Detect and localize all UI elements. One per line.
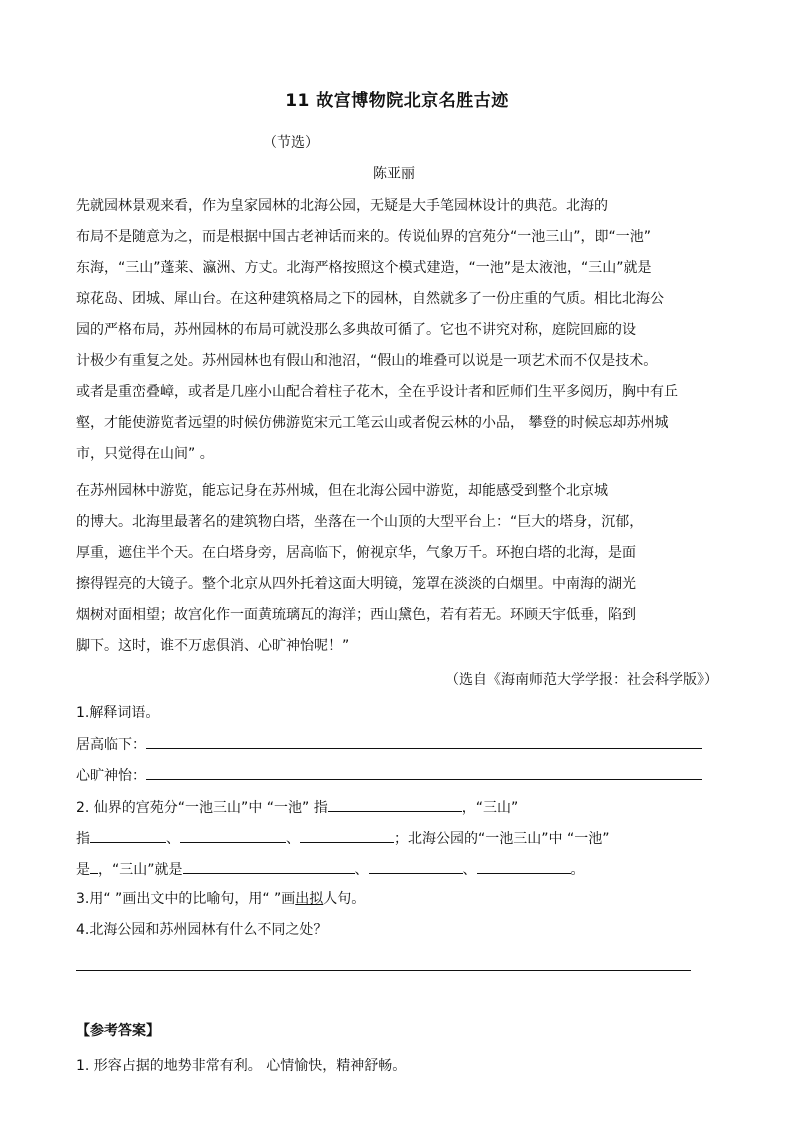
- answers-heading: 【参考答案】: [76, 1023, 160, 1039]
- answer-blank[interactable]: [146, 734, 702, 749]
- document-subtitle: （节选）: [263, 135, 319, 151]
- passage-line: 擦得锃亮的大镜子。整个北京从四外托着这面大明镜，笼罩在淡淡的白烟里。中南海的湖光: [76, 576, 636, 592]
- question-2-line-3: [76, 859, 585, 879]
- passage-line: 琼花岛、团城、犀山台。在这种建筑格局之下的园林，自然就多了一份庄重的气质。相比北海公: [76, 291, 664, 307]
- passage-line: 的博大。北海里最著名的建筑物白塔，坐落在一个山顶的大型平台上：“巨大的塔身，沉郁，: [76, 514, 644, 530]
- question-text: ，“三山”: [461, 800, 519, 816]
- answer-blank[interactable]: [300, 828, 394, 843]
- question-2-line-2: [76, 828, 609, 848]
- answer-blank[interactable]: [90, 859, 98, 874]
- passage-line: 布局不是随意为之，而是根据中国古老神话而来的。传说仙界的宫苑分“一池三山”，即“一池”: [76, 229, 652, 245]
- question-4: 4.北海公园和苏州园林有什么不同之处？: [76, 922, 328, 938]
- question-1-term-1: [76, 734, 702, 754]
- question-2-line-1: [76, 797, 518, 817]
- answer-blank[interactable]: [180, 828, 286, 843]
- question-text: 人句。: [323, 891, 366, 907]
- passage-line: 壑，才能使游览者远望的时候仿佛游览宋元工笔云山或者倪云林的小品， 攀登的时候忘却苏州城: [76, 415, 669, 431]
- passage-line: 园的严格布局，苏州园林的布局可就没那么多典故可循了。它也不讲究对称，庭院回廊的设: [76, 322, 636, 338]
- question-1-term-2: [76, 765, 702, 785]
- answer-1: 1. 形容占据的地势非常有利。 心情愉快，精神舒畅。: [76, 1058, 407, 1074]
- question-4-answer-line[interactable]: [76, 970, 691, 971]
- answer-blank[interactable]: [477, 859, 571, 874]
- term-label: 居高临下：: [76, 737, 146, 753]
- passage-line: 先就园林景观来看，作为皇家园林的北海公园，无疑是大手笔园林设计的典范。北海的: [76, 198, 608, 214]
- answer-blank[interactable]: [369, 859, 463, 874]
- underlined-text: 出拟: [295, 891, 324, 907]
- answer-blank[interactable]: [328, 797, 462, 812]
- passage-line: 脚下。这时，谁不万虑俱消、心旷神怡呢！”: [76, 638, 350, 654]
- question-text: ，“三山”就是: [98, 862, 183, 878]
- question-text: ；北海公园的“一池三山”中 “一池”: [394, 831, 610, 847]
- answer-blank[interactable]: [90, 828, 166, 843]
- question-text: 是: [76, 862, 90, 878]
- passage-line: 或者是重峦叠嶂，或者是几座小山配合着柱子花木，全在乎设计者和匠师们生平多阅历，胸中有丘: [76, 384, 678, 400]
- question-text: 2. 仙界的宫苑分“一池三山”中 “一池” 指: [76, 800, 328, 816]
- answer-blank[interactable]: [146, 765, 702, 780]
- passage-line: 计极少有重复之处。苏州园林也有假山和池沼，“假山的堆叠可以说是一项艺术而不仅是技术。: [76, 353, 658, 369]
- passage-line: 东海，“三山”蓬莱、瀛洲、方丈。北海严格按照这个模式建造，“一池”是太液池，“三山”就是: [76, 260, 652, 276]
- answer-blank[interactable]: [183, 859, 355, 874]
- passage-line: 在苏州园林中游览，能忘记身在苏州城，但在北海公园中游览，却能感受到整个北京城: [76, 483, 608, 499]
- document-title: 11 故宫博物院北京名胜古迹: [285, 91, 509, 111]
- question-3: [76, 890, 365, 908]
- question-text: 指: [76, 831, 90, 847]
- question-1-title: 1.解释词语。: [76, 705, 160, 721]
- source-citation: （选自《海南师范大学学报：社会科学版》）: [445, 672, 718, 688]
- separator: 、: [286, 831, 300, 847]
- term-label: 心旷神怡：: [76, 768, 146, 784]
- question-text: 3.用“ ”画出文中的比喻句，用“ ”画: [76, 891, 296, 907]
- question-text: 。: [570, 862, 585, 878]
- author-name: 陈亚丽: [373, 166, 415, 182]
- passage-line: 厚重，遮住半个天。在白塔身旁，居高临下，俯视京华，气象万千。环抱白塔的北海，是面: [76, 545, 636, 561]
- separator: 、: [462, 862, 477, 878]
- separator: 、: [166, 831, 180, 847]
- passage-line: 烟树对面相望；故宫化作一面黄琉璃瓦的海洋；西山黛色，若有若无。环顾天宇低垂，陷到: [76, 607, 636, 623]
- passage-line: 市，只觉得在山间” 。: [76, 446, 214, 462]
- separator: 、: [354, 862, 369, 878]
